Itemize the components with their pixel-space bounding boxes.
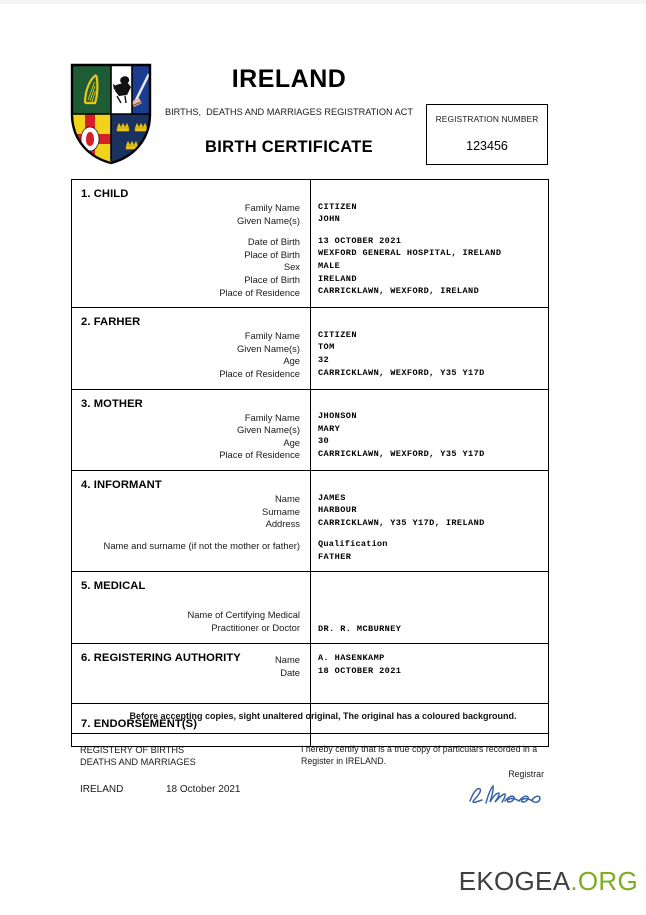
label-informant-name: Name: [274, 492, 300, 504]
registration-number-label: REGISTRATION NUMBER: [435, 114, 539, 124]
value-child-place-of-birth: WEXFORD GENERAL HOSPITAL, IRELAND: [318, 248, 502, 259]
label-father-family-name: Family Name: [244, 330, 300, 342]
label-authority-date: Date: [280, 666, 300, 678]
section-authority-title: 6. REGISTERING AUTHORITY: [81, 652, 241, 665]
section-registering-authority: [72, 644, 548, 704]
footer-block: [71, 733, 549, 843]
label-mother-given-names: Given Name(s): [236, 424, 300, 436]
label-child-family-name: Family Name: [244, 202, 300, 213]
footer-date: 18 October 2021: [166, 784, 241, 795]
value-father-age: 32: [318, 354, 330, 365]
section-mother-labels: [72, 390, 311, 470]
label-authority-name: Name: [274, 654, 300, 666]
value-authority-date: 18 OCTOBER 2021: [318, 665, 402, 676]
label-medical-practitioner-line1: Name of Certifying Medical: [187, 609, 300, 621]
section-authority-labels: [72, 644, 311, 703]
section-father: [72, 308, 548, 389]
value-mother-place-of-residence: CARRICKLAWN, WEXFORD, Y35 Y17D: [318, 448, 485, 459]
brand-tld: .ORG: [570, 866, 638, 896]
label-child-date-of-birth: Date of Birth: [247, 236, 300, 248]
section-child: [72, 180, 548, 308]
document-type-title: BIRTH CERTIFICATE: [205, 138, 373, 156]
value-authority-name: A. HASENKAMP: [318, 653, 385, 664]
registrar-signature: [466, 779, 544, 813]
section-medical-values: [311, 572, 548, 643]
label-child-place-of-birth: Place of Birth: [244, 248, 300, 260]
certify-line-1: I hereby certify that is a true copy of particulars recorded in a: [301, 744, 538, 754]
section-mother: [72, 390, 548, 471]
label-mother-family-name: Family Name: [244, 411, 300, 423]
section-child-title: 1. CHILD: [81, 188, 129, 200]
certify-line-2: Register in IRELAND.: [301, 755, 387, 766]
section-mother-values: [311, 390, 548, 470]
page-top-strip: [0, 0, 646, 4]
certificate-table: [71, 179, 549, 747]
value-mother-given-names: MARY: [318, 423, 341, 434]
value-child-family-name: CITIZEN: [318, 201, 357, 212]
label-child-given-names: Given Name(s): [236, 214, 300, 226]
section-informant: [72, 471, 548, 573]
document-header: [0, 56, 646, 176]
label-father-age: Age: [283, 355, 300, 367]
label-informant-address: Address: [265, 518, 300, 530]
label-mother-place-of-residence: Place of Residence: [219, 449, 300, 461]
value-child-place-of-residence: CARRICKLAWN, WEXFORD, IRELAND: [318, 286, 480, 297]
label-medical-practitioner-line2: Practitioner or Doctor: [211, 622, 300, 634]
value-informant-surname: HARBOUR: [318, 505, 357, 516]
page-title: IRELAND: [231, 65, 347, 93]
value-father-given-names: TOM: [318, 342, 335, 353]
section-informant-labels: [72, 471, 311, 572]
registry-address: [80, 744, 196, 768]
section-medical-title: 5. MEDICAL: [81, 580, 146, 593]
value-mother-age: 30: [318, 436, 330, 447]
footer-country: IRELAND: [80, 784, 124, 795]
section-mother-title: 3. MOTHER: [81, 397, 143, 410]
section-medical: [72, 572, 548, 644]
value-father-family-name: CITIZEN: [318, 329, 357, 340]
value-medical-practitioner: DR. R. MCBURNEY: [318, 623, 402, 634]
label-child-place-of-birth-2: Place of Birth: [244, 273, 300, 285]
registration-act-subtitle: BIRTHS, DEATHS AND MARRIAGES REGISTRATION ACT: [164, 107, 414, 117]
registry-line-1: REGISTERY OF BIRTHS: [80, 745, 185, 755]
section-informant-title: 4. INFORMANT: [81, 478, 162, 491]
registration-number-box: [426, 104, 548, 165]
section-child-labels: [72, 180, 311, 307]
label-informant-name-and-surname: Name and surname (if not the mother or father): [103, 539, 300, 551]
label-child-sex: Sex: [283, 261, 300, 273]
section-child-values: [311, 180, 548, 307]
value-informant-address: CARRICKLAWN, Y35 Y17D, IRELAND: [318, 517, 485, 528]
brand-name: EKOGEA: [458, 866, 571, 896]
section-authority-values: [311, 644, 548, 703]
value-child-date-of-birth: 13 OCTOBER 2021: [318, 235, 402, 246]
value-child-place-of-birth-2: IRELAND: [318, 273, 357, 284]
section-informant-values: [311, 471, 548, 572]
copy-notice: Before accepting copies, sight unaltered original, The original has a coloured background.: [129, 711, 517, 721]
title-block: [155, 56, 423, 157]
value-child-sex: MALE: [318, 260, 341, 271]
label-father-given-names: Given Name(s): [236, 342, 300, 354]
registrar-label: Registrar: [508, 769, 544, 779]
section-father-labels: [72, 308, 311, 388]
label-informant-qualification: Qualification: [318, 539, 388, 550]
value-informant-name: JAMES: [318, 492, 346, 503]
value-father-place-of-residence: CARRICKLAWN, WEXFORD, Y35 Y17D: [318, 367, 485, 378]
section-medical-labels: [72, 572, 311, 643]
value-child-given-names: JOHN: [318, 214, 341, 225]
ireland-coat-of-arms-icon: [69, 62, 153, 166]
ekogea-watermark: [459, 866, 638, 897]
value-mother-family-name: JHONSON: [318, 411, 357, 422]
value-informant-qualification: FATHER: [318, 551, 352, 562]
section-father-title: 2. FARHER: [81, 316, 141, 329]
section-father-values: [311, 308, 548, 388]
label-child-place-of-residence: Place of Residence: [219, 286, 300, 298]
label-informant-surname: Surname: [261, 505, 300, 517]
label-mother-age: Age: [283, 436, 300, 448]
registration-number-value: 123456: [466, 139, 508, 153]
registry-line-2: DEATHS AND MARRIAGES: [80, 757, 196, 767]
certify-statement: [301, 744, 546, 767]
section-endorsements-title: 7. ENDORSEMENT(S): [81, 718, 198, 731]
label-father-place-of-residence: Place of Residence: [219, 367, 300, 379]
